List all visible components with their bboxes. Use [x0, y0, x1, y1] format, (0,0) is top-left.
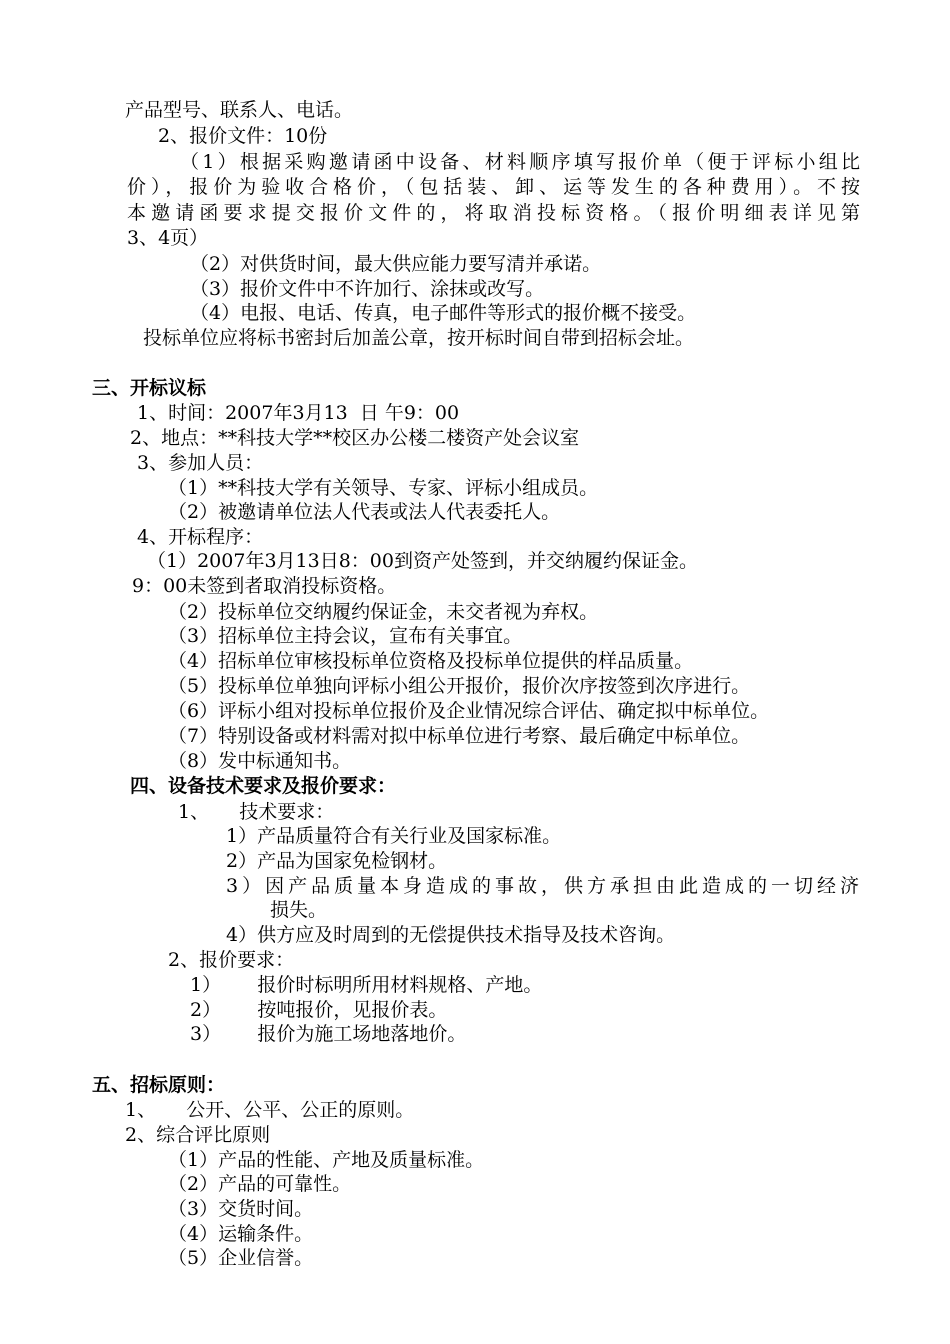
text-line: 3、参加人员： [137, 452, 264, 474]
text-line: （6）评标小组对投标单位报价及企业情况综合评估、确定拟中标单位。 [168, 700, 770, 722]
text-line: 价），报价为验收合格价，（包括装、卸、运等发生的各种费用）。不按 [127, 176, 860, 198]
text-line: 4、开标程序： [137, 526, 264, 548]
text-line: 9：00未签到者取消投标资格。 [132, 575, 397, 597]
text-line: 1） 报价时标明所用材料规格、产地。 [190, 974, 543, 996]
section-heading: 四、设备技术要求及报价要求： [130, 775, 397, 797]
text-line: 2） 按吨报价，见报价表。 [190, 999, 448, 1021]
text-line: （4）运输条件。 [168, 1223, 314, 1245]
text-line: 本邀请函要求提交报价文件的，将取消投标资格。（报价明细表详见第 [127, 202, 860, 224]
text-line: （8）发中标通知书。 [168, 750, 352, 772]
text-line: （2）投标单位交纳履约保证金，未交者视为弃权。 [168, 601, 599, 623]
text-line: 产品型号、联系人、电话。 [125, 99, 354, 121]
text-line: （4）电报、电话、传真，电子邮件等形式的报价概不接受。 [190, 302, 697, 324]
text-line: 1、 公开、公平、公正的原则。 [125, 1099, 415, 1121]
text-line: 2）产品为国家免检钢材。 [226, 850, 448, 872]
text-line: （4）招标单位审核投标单位资格及投标单位提供的样品质量。 [168, 650, 694, 672]
text-line: 4）供方应及时周到的无偿提供技术指导及技术咨询。 [226, 924, 676, 946]
text-line: 投标单位应将标书密封后加盖公章，按开标时间自带到招标会址。 [143, 327, 695, 349]
text-line: （2）对供货时间，最大供应能力要写清并承诺。 [190, 253, 602, 275]
text-line: 1）产品质量符合有关行业及国家标准。 [226, 825, 562, 847]
text-line: （3）交货时间。 [168, 1198, 314, 1220]
text-line: （1）2007年3月13日8：00到资产处签到，并交纳履约保证金。 [147, 550, 698, 572]
section-heading: 五、招标原则： [92, 1074, 226, 1096]
text-line: （3）报价文件中不许加行、涂抹或改写。 [190, 278, 545, 300]
text-line: 2、地点：**科技大学**校区办公楼二楼资产处会议室 [130, 427, 580, 449]
text-line: 2、报价文件：10份 [158, 125, 328, 147]
text-line: （5）投标单位单独向评标小组公开报价，报价次序按签到次序进行。 [168, 675, 751, 697]
text-line: （7）特别设备或材料需对拟中标单位进行考察、最后确定中标单位。 [168, 725, 751, 747]
text-line: 2、报价要求： [168, 949, 295, 971]
text-line: 损失。 [270, 899, 328, 921]
text-line: 3） 报价为施工场地落地价。 [190, 1023, 467, 1045]
text-line: （1）根据采购邀请函中设备、材料顺序填写报价单（便于评标小组比 [180, 151, 860, 173]
text-line: 1、 技术要求： [178, 801, 335, 823]
section-heading: 三、开标议标 [92, 377, 207, 399]
text-line: 3、4页） [127, 227, 209, 249]
text-line: 1、时间：2007年3月13 日 午9：00 [137, 402, 460, 424]
text-line: （1）**科技大学有关领导、专家、评标小组成员。 [168, 477, 599, 499]
text-line: （1）产品的性能、产地及质量标准。 [168, 1149, 485, 1171]
text-line: （5）企业信誉。 [168, 1247, 314, 1269]
text-line: （2）被邀请单位法人代表或法人代表委托人。 [168, 501, 561, 523]
text-line: （3）招标单位主持会议，宣布有关事宜。 [168, 625, 523, 647]
text-line: 2、综合评比原则 [125, 1124, 271, 1146]
text-line: 3）因产品质量本身造成的事故，供方承担由此造成的一切经济 [226, 875, 859, 897]
text-line: （2）产品的可靠性。 [168, 1173, 352, 1195]
